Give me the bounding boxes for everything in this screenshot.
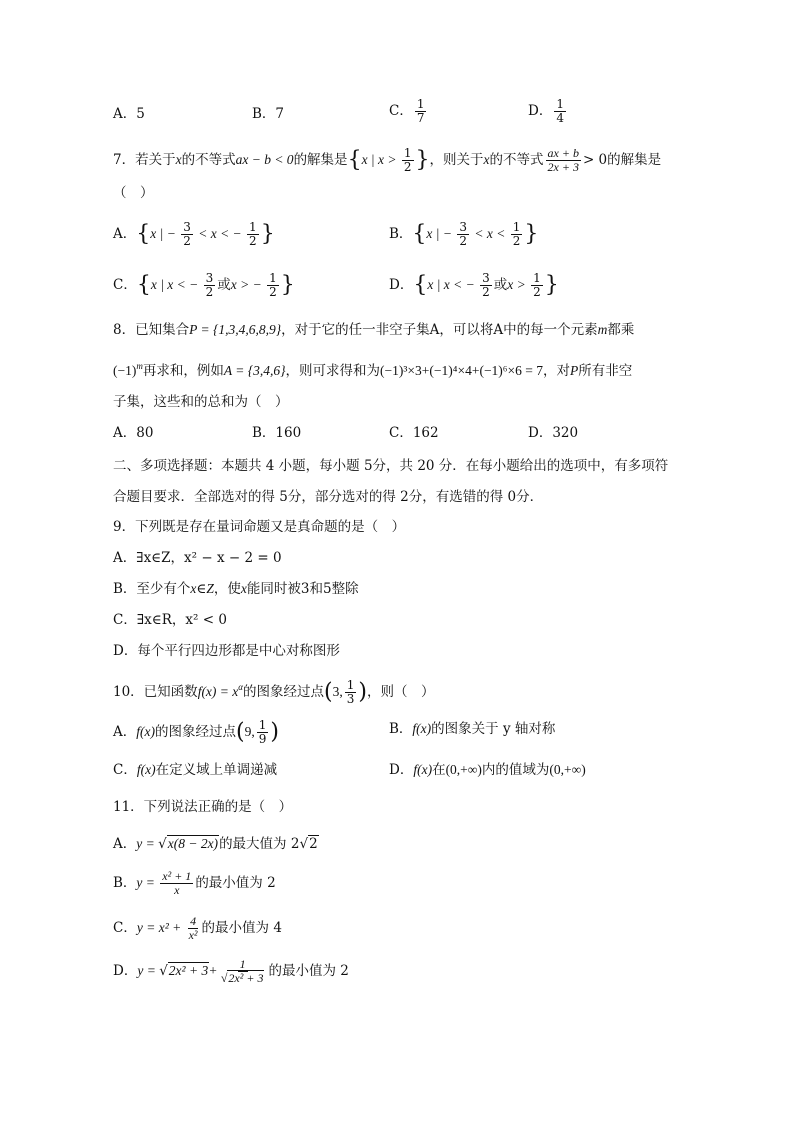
q7-option-d: D．{x | x < − $\frac{3}{2}$ 或x > $\frac{1}{2}$ } [389, 271, 559, 299]
q11-stem: 11．下列说法正确的是（ ） [113, 799, 293, 815]
q6-option-c: C． $\frac{1}{7}$ [389, 97, 425, 125]
q8-line-3: 子集，这些和的总和为（ ） [113, 394, 289, 410]
q10-option-a: A．f(x)的图象经过点(9, $\frac{1}{9}$ ) [113, 718, 279, 746]
q9-option-c: C．∃x∈R，x² < 0 [113, 612, 227, 628]
q8-option-c: C．162 [389, 425, 439, 441]
q10-stem: 10．已知函数$f(x) = x^\alpha$的图象经过点(3, $\frac{1}{3}$ )，则（ ） [113, 678, 435, 706]
q11-option-b: B．y = $\frac{\text{x² + 1}}{x}$ 的最小值为 2 [113, 869, 276, 897]
q6-option-a: A．5 [113, 106, 145, 122]
q9-stem: 9．下列既是存在量词命题又是真命题的是（ ） [113, 519, 406, 535]
q7-option-b: B．{x | − $\frac{3}{2}$ < x < $\frac{1}{2}$ } [389, 220, 539, 248]
q7-paren: （ ） [113, 185, 154, 201]
section-2-heading-line-1: 二、多项选择题：本题共 4 小题，每小题 5分，共 20 分．在每小题给出的选项中，有多项符 [113, 458, 669, 474]
q11-option-d: D．y = √2x² + 3+ $\frac{1}{\text{√2x² + 3}}$ 的最小值为 2 [113, 957, 349, 985]
q8-option-a: A．80 [113, 425, 154, 441]
q7-option-a: A．{x | − $\frac{3}{2}$ < x < − $\frac{1}{2}$ } [113, 220, 275, 248]
q7-option-c: C．{x | x < − $\frac{3}{2}$ 或x > − $\frac{1}{2}$ } [113, 271, 295, 299]
q9-option-a: A．∃x∈Z，x² − x − 2 = 0 [113, 550, 282, 566]
q7-stem: 7．若关于x的不等式ax − b < 0的解集是{x | x > $\frac{1}{2}$ }，则关于x的不等式 $\frac{ax + b}{2x + 3}$ > 0的解集是 [113, 146, 662, 174]
q11-option-c: C．y = x² + $\frac{4}{\text{x²}}$ 的最小值为 4 [113, 914, 282, 942]
q10-option-b: B．f(x)的图象关于 y 轴对称 [389, 721, 556, 737]
q9-option-b: B．至少有个x∈Z，使x能同时被3和5整除 [113, 581, 359, 597]
q6-option-b: B．7 [252, 106, 285, 122]
q8-option-d: D．320 [528, 425, 579, 441]
q8-line-1: 8．已知集合P = {1,3,4,6,8,9}，对于它的任一非空子集A，可以将A中的每一个元素m都乘 [113, 322, 635, 338]
q6-option-d: D． $\frac{1}{4}$ [528, 97, 564, 125]
q10-option-c: C．f(x)在定义域上单调递减 [113, 762, 278, 778]
q10-option-d: D．f(x)在(0,+∞)内的值域为(0,+∞) [389, 762, 586, 778]
q8-line-2: $(-1)^m$再求和，例如A = {3,4,6}，则可求得和为(−1)³×3+(−1)⁴×4+(−1)⁶×6 = 7，对P所有非空 [113, 361, 633, 379]
q9-option-d: D．每个平行四边形都是中心对称图形 [113, 643, 340, 659]
section-2-heading-line-2: 合题目要求．全部选对的得 5分，部分选对的得 2分，有选错的得 0分． [113, 489, 544, 505]
q8-option-b: B．160 [252, 425, 302, 441]
q11-option-a: A．y = √x(8 − 2x)的最大值为 2√2 [113, 836, 318, 852]
